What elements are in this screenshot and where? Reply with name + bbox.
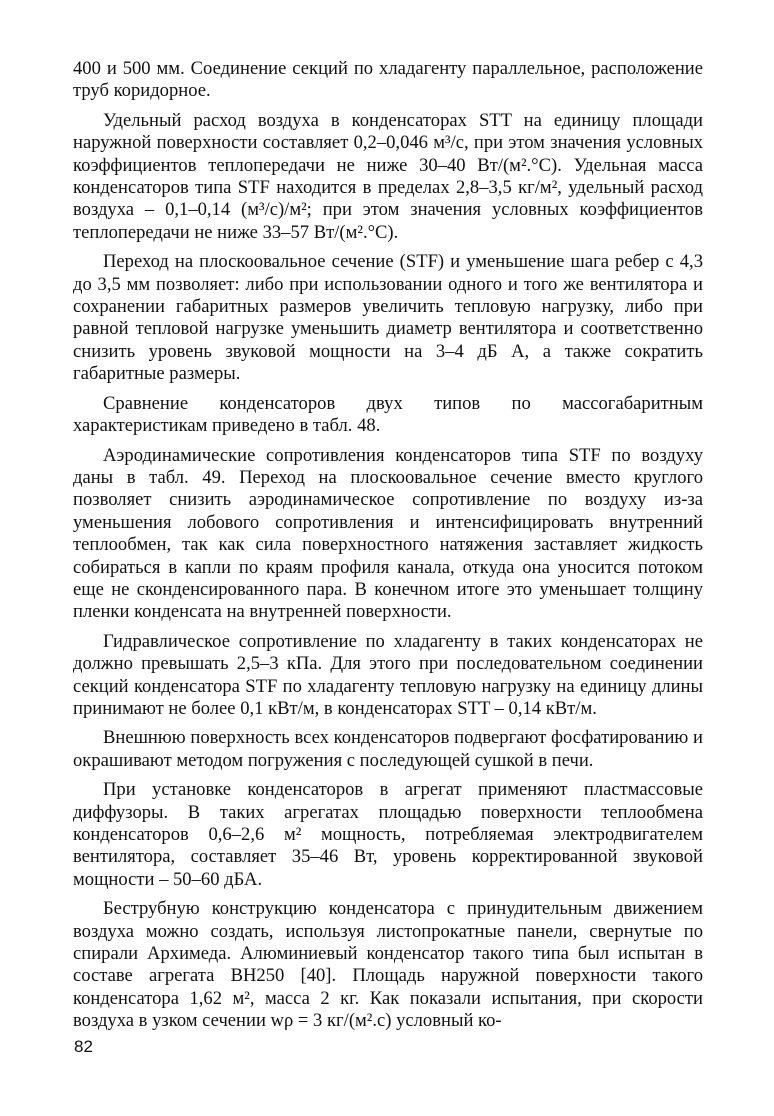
paragraph-1: 400 и 500 мм. Соединение секций по хладагенту параллельное, расположение труб коридорное. bbox=[73, 58, 703, 102]
page-body bbox=[73, 58, 703, 1040]
paragraph-9: Беструбную конструкцию конденсатора с принудительным движением воздуха можно создать, используя листопрокатные панели, свернутые по спирали Архимеда. Алюминиевый конденсатор такого типа был испытан в составе агрегата ВН250 [40]. Площадь наружной поверхности такого конденсатора 1,62 м², масса 2 кг. Как показали испытания, при скорости воздуха в узком сечении wρ = 3 кг/(м².с) условный ко- bbox=[73, 898, 703, 1032]
paragraph-5: Аэродинамические сопротивления конденсаторов типа STF по воздуху даны в табл. 49. Переход на плоскоовальное сечение вместо круглого позволяет снизить аэродинамическое сопротивление по воздуху из-за уменьшения лобового сопротивления и интенсифицировать внутренний теплообмен, так как сила поверхностного натяжения заставляет жидкость собираться в капли по краям профиля канала, откуда она уносится потоком еще не сконденсированного пара. В конечном итоге это уменьшает толщину пленки конденсата на внутренней поверхности. bbox=[73, 444, 703, 623]
paragraph-7: Внешнюю поверхность всех конденсаторов подвергают фосфатированию и окрашивают методом погружения с последующей сушкой в печи. bbox=[73, 727, 703, 771]
page-number: 82 bbox=[74, 1037, 93, 1056]
paragraph-8: При установке конденсаторов в агрегат применяют пластмассовые диффузоры. В таких агрегатах площадью поверхности теплообмена конденсаторов 0,6–2,6 м² мощность, потребляемая электродвигателем вентилятора, составляет 35–46 Вт, уровень корректированной звуковой мощности – 50–60 дБА. bbox=[73, 779, 703, 890]
paragraph-3: Переход на плоскоовальное сечение (STF) и уменьшение шага ребер с 4,3 до 3,5 мм позволяет: либо при использовании одного и того же вентилятора и сохранении габаритных размеров увеличить тепловую нагрузку, либо при равной тепловой нагрузке уменьшить диаметр вентилятора и соответственно снизить уровень звуковой мощности на 3–4 дБ А, а также сократить габаритные размеры. bbox=[73, 251, 703, 385]
paragraph-2: Удельный расход воздуха в конденсаторах STT на единицу площади наружной поверхности составляет 0,2–0,046 м³/с, при этом значения условных коэффициентов теплопередачи не ниже 30–40 Вт/(м².°С). Удельная масса конденсаторов типа STF находится в пределах 2,8–3,5 кг/м², удельный расход воздуха – 0,1–0,14 (м³/с)/м²; при этом значения условных коэффициентов теплопередачи не ниже 33–57 Вт/(м².°С). bbox=[73, 109, 703, 243]
paragraph-4: Сравнение конденсаторов двух типов по массогабаритным характеристикам приведено в табл. 48. bbox=[73, 392, 703, 437]
paragraph-6: Гидравлическое сопротивление по хладагенту в таких конденсаторах не должно превышать 2,5–3 кПа. Для этого при последовательном соединении секций конденсатора STF по хладагенту тепловую нагрузку на единицу длины принимают не более 0,1 кВт/м, в конденсаторах STT – 0,14 кВт/м. bbox=[73, 630, 703, 719]
